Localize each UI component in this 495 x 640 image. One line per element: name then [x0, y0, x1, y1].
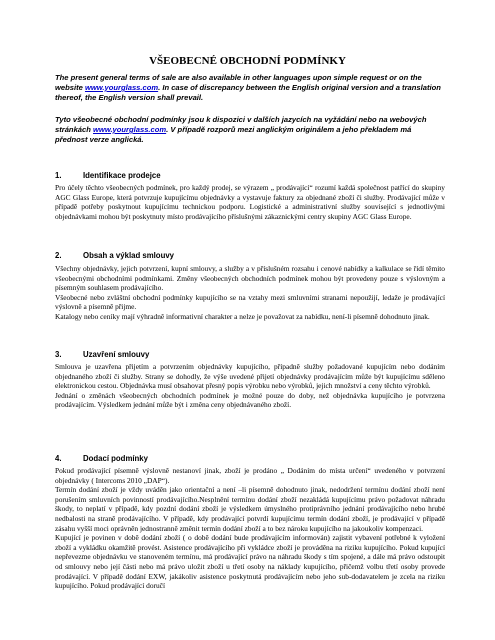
section-4-paragraph: Termín dodání zboží je vždy uváděn jako orientační a není –li písemně dohodnuto jinak, nedodržení termínu dodání zboží není porušením smluvních povinností prodávajícího.Nesplnění termínu dodání zboží nezakládá kupujícímu právo požadovat náhradu škody, to neplatí v případě, kdy pozdní dodání zboží je výsledkem úmyslného protiprávního jednání prodávajícího nebo hrubé nedbalosti na straně prodávajícího. V případě, kdy prodávající potvrdí kupujícímu termín dodání zboží, je prodávající v případě zásahu vyšší moci oprávněn jednostranně změnit termín dodání zboží a to bez nároku kupujícího na jakoukoliv kompenzaci. — [55, 485, 445, 533]
section-1-title: Identifikace prodejce — [83, 171, 161, 180]
section-3-paragraph: Smlouva je uzavřena přijetím a potvrzením objednávky kupujícího, případně služby požadované kupujícím nebo dodáním objednaného zboží či služby. Strany se dohodly, že výše uvedené přijetí objednávky prodávajícím může být kupujícímu sděleno elektronickou cestou. Objednávka musí obsahovat přesný popis výrobku nebo výrobků, jejich množství a ceny těchto výrobků. — [55, 362, 445, 391]
section-2-title: Obsah a výklad smlouvy — [83, 251, 175, 260]
section-1-heading — [55, 171, 445, 180]
intro-english-text-2: . In case of discrepancy between the English original version and a translation thereof, the English version shall prevail. — [55, 83, 441, 102]
section-1-body — [55, 183, 445, 221]
section-1-number: 1. — [55, 171, 62, 180]
section-4-title: Dodací podmínky — [83, 454, 148, 463]
section-2-body — [55, 264, 445, 322]
intro-english-text-1: The present general terms of sale are also available in other languages upon simple request or on the website — [55, 73, 422, 92]
intro-english-website-link[interactable]: www.yourglass.com — [84, 83, 159, 92]
intro-czech-text-1: Tyto všeobecné obchodní podmínky jsou k dispozici v dalších jazycích na vyžádání nebo na webových stránkách — [55, 115, 427, 134]
section-3-body — [55, 362, 445, 410]
section-4-paragraph: Pokud prodávající písemně výslovně nestanoví jinak, zboží je prodáno „ Dodáním do místa určení“ uvedeného v potvrzení objednávky ( Intercoms 2010 „DAP“). — [55, 466, 445, 485]
section-3-title: Uzavření smlouvy — [83, 350, 150, 359]
section-2-number: 2. — [55, 251, 62, 260]
section-2-paragraph: Všechny objednávky, jejich potvrzení, kupní smlouvy, a služby a v příslušném rozsahu i cenové nabídky a kalkulace se řídí těmito všeobecnými obchodními podmínkami. Změny všeobecných obchodních podmínek mohou být provedeny pouze s výslovným a písemným souhlasem prodávajícího. — [55, 264, 445, 293]
intro-czech-text-2: . V případě rozporů mezi anglickým originálem a jeho překladem má přednost verze anglická. — [55, 125, 412, 144]
section-1-paragraph: Pro účely těchto všeobecných podmínek, pro každý prodej, se výrazem „ prodávající“ rozumí každá společnost patřící do skupiny AGC Glass Europe, která potvrzuje kupujícímu objednávky a vystavuje faktury za objednané zboží či služby. Prodávající může v případě potřeby poskytnout kupujícímu technickou podporu. Logistické a administrativní služby související s jednotlivými objednávkami mohou být poskytnuty místo prodávajícího příslušnými zákaznickými centry skupiny AGC Glass Europe. — [55, 183, 445, 221]
section-3-heading — [55, 350, 445, 359]
intro-czech-website-link[interactable]: www.yourglass.com — [93, 125, 167, 134]
section-4-number: 4. — [55, 454, 62, 463]
section-2-heading — [55, 251, 445, 260]
intro-czech — [55, 115, 445, 145]
section-3-paragraph: Jednání o změnách všeobecných obchodních podmínek je možné pouze do doby, než objednávka kupujícího je potvrzena prodávajícím. Výsledkem jednání může být i změna ceny objednávaného zboží. — [55, 390, 445, 410]
page-title: VŠEOBECNÉ OBCHODNÍ PODMÍNKY — [149, 55, 346, 67]
section-4-body — [55, 466, 445, 591]
intro-english — [55, 73, 445, 103]
section-2-paragraph: Katalogy nebo ceníky mají výhradně informativní charakter a nelze je považovat za nabídku, není-li písemně dohodnuto jinak. — [55, 311, 430, 321]
section-4-paragraph: Kupující je povinen v době dodání zboží ( o době dodání bude prodávajícím informován) zajistit vybavení potřebné k vyložení zboží a vykládku okamžitě provést. Asistence prodávajícího při vykládce zboží je prováděna na riziku kupujícího. Pokud kupující nepřevezme objednávku ve stanoveném termínu, má prodávající právo na náhradu škody s tím spojené, a dále má právo odstoupit od smlouvy nebo její části nebo má právo uložit zboží u třetí osoby na náklady kupujícího, přičemž volbu třetí osoby provede prodávající. V případě dodání EXW, jakákoliv asistence poskytnutá prodávajícím nebo jeho sub-dodavatelem je zcela na riziku kupujícího. Pokud prodávající doručí — [55, 533, 445, 591]
section-3-number: 3. — [55, 350, 62, 359]
section-4-heading — [55, 454, 445, 463]
section-2-paragraph: Všeobecné nebo zvláštní obchodní podmínky kupujícího se na vztahy mezi smluvními stranami nepoužijí, ledaže je prodávající výslovně a písemně přijme. — [55, 292, 445, 312]
